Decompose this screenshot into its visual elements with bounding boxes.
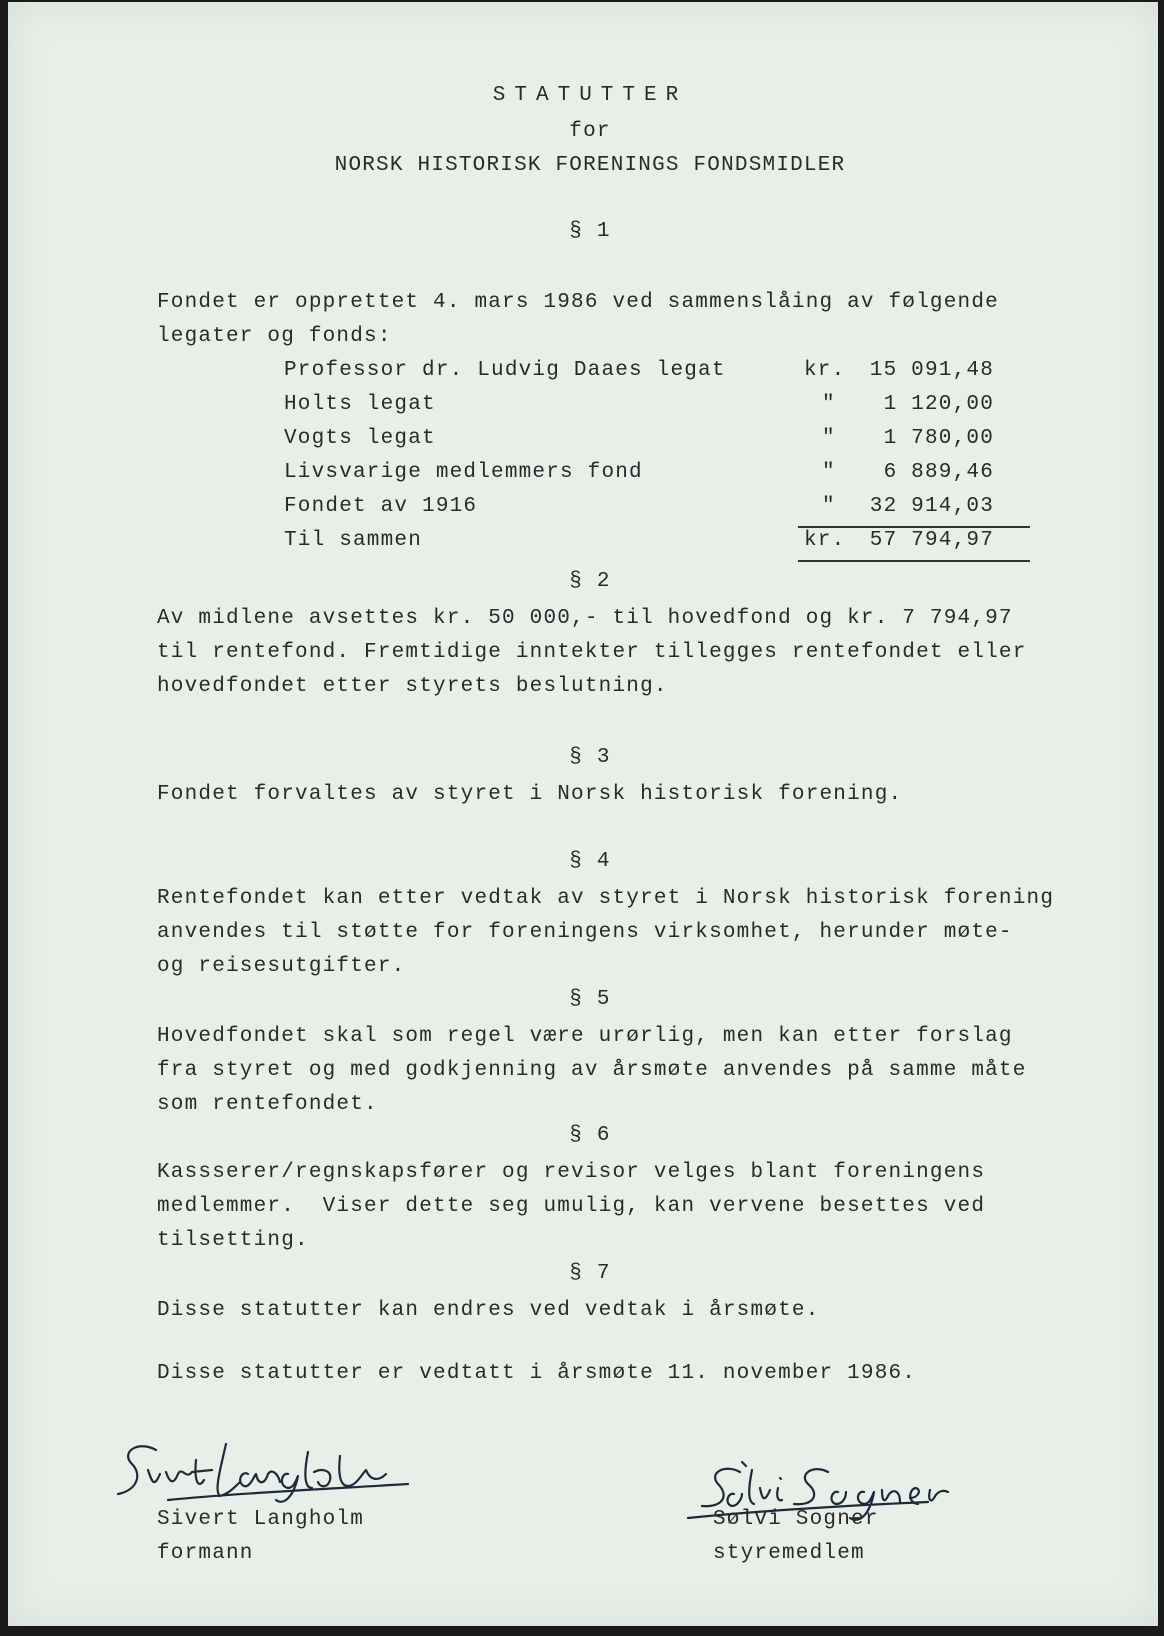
signatory-name: Sivert Langholm xyxy=(157,1508,365,1531)
text-line: hovedfondet etter styrets beslutning. xyxy=(157,675,668,698)
total-currency: kr. xyxy=(804,529,846,552)
section-body xyxy=(157,1156,1057,1258)
section-body xyxy=(157,1294,1057,1328)
signatory-role: styremedlem xyxy=(713,1542,865,1565)
text-line: Fondet forvaltes av styret i Norsk historisk forening. xyxy=(157,783,903,806)
fund-row xyxy=(284,456,1044,490)
section-body xyxy=(157,286,1057,354)
total-amount: 57 794,97 xyxy=(869,529,994,552)
text-line: tilsetting. xyxy=(157,1229,309,1252)
fund-ditto: " xyxy=(822,461,836,484)
document-subtitle: for xyxy=(569,120,611,143)
fund-amount: 15 091,48 xyxy=(869,359,994,382)
fund-name: Vogts legat xyxy=(284,427,436,450)
text-line: Rentefondet kan etter vedtak av styret i Norsk historisk forening xyxy=(157,887,1055,910)
text-line: til rentefond. Fremtidige inntekter tillegges rentefondet eller xyxy=(157,641,1027,664)
signatory-name: Sølvi Sogner xyxy=(713,1508,879,1531)
text-line: som rentefondet. xyxy=(157,1093,378,1116)
text-line: og reisesutgifter. xyxy=(157,955,406,978)
total-rule xyxy=(798,560,1030,562)
fund-name: Fondet av 1916 xyxy=(284,495,478,518)
fund-name: Professor dr. Ludvig Daaes legat xyxy=(284,359,726,382)
text-line: fra styret og med godkjenning av årsmøte anvendes på samme måte xyxy=(157,1059,1027,1082)
fund-row xyxy=(284,490,1044,524)
fund-amount: 6 889,46 xyxy=(883,461,994,484)
document-title: STATUTTER xyxy=(492,84,688,107)
fund-name: Livsvarige medlemmers fond xyxy=(284,461,643,484)
section-heading: § 1 xyxy=(569,220,611,243)
fund-ditto: " xyxy=(822,495,836,518)
organization-name: NORSK HISTORISK FORENINGS FONDSMIDLER xyxy=(334,154,846,177)
section-heading: § 2 xyxy=(569,570,611,593)
signatory-role: formann xyxy=(157,1542,254,1565)
section-body xyxy=(157,1020,1057,1122)
fund-amount: 32 914,03 xyxy=(869,495,994,518)
fund-ditto: " xyxy=(822,427,836,450)
section-body xyxy=(157,602,1057,704)
text-line: legater og fonds: xyxy=(157,325,392,348)
adoption-statement: Disse statutter er vedtatt i årsmøte 11. november 1986. xyxy=(157,1362,917,1385)
fund-currency: kr. xyxy=(804,359,846,382)
fund-name: Holts legat xyxy=(284,393,436,416)
fund-amount: 1 120,00 xyxy=(883,393,994,416)
fund-amount: 1 780,00 xyxy=(883,427,994,450)
text-line: medlemmer. Viser dette seg umulig, kan vervene besettes ved xyxy=(157,1195,986,1218)
section-heading: § 4 xyxy=(569,850,611,873)
section-heading: § 6 xyxy=(569,1124,611,1147)
fund-row xyxy=(284,388,1044,422)
total-row xyxy=(284,524,1044,558)
text-line: Kassserer/regnskapsfører og revisor velges blant foreningens xyxy=(157,1161,986,1184)
document-page xyxy=(8,2,1158,1626)
section-body xyxy=(157,778,1057,812)
section-heading: § 5 xyxy=(569,988,611,1011)
text-line: Hovedfondet skal som regel være urørlig, men kan etter forslag xyxy=(157,1025,1013,1048)
text-line: Av midlene avsettes kr. 50 000,- til hovedfond og kr. 7 794,97 xyxy=(157,607,1013,630)
text-line: Disse statutter kan endres ved vedtak i årsmøte. xyxy=(157,1299,820,1322)
fund-ditto: " xyxy=(822,393,836,416)
section-heading: § 3 xyxy=(569,746,611,769)
fund-row xyxy=(284,422,1044,456)
section-heading: § 7 xyxy=(569,1262,611,1285)
fund-row xyxy=(284,354,1044,388)
text-line: anvendes til støtte for foreningens virksomhet, herunder møte- xyxy=(157,921,1013,944)
total-label: Til sammen xyxy=(284,529,423,552)
section-body xyxy=(157,882,1057,984)
signature-sivert-langholm xyxy=(108,1430,428,1520)
text-line: Fondet er opprettet 4. mars 1986 ved sammenslåing av følgende xyxy=(157,291,999,314)
